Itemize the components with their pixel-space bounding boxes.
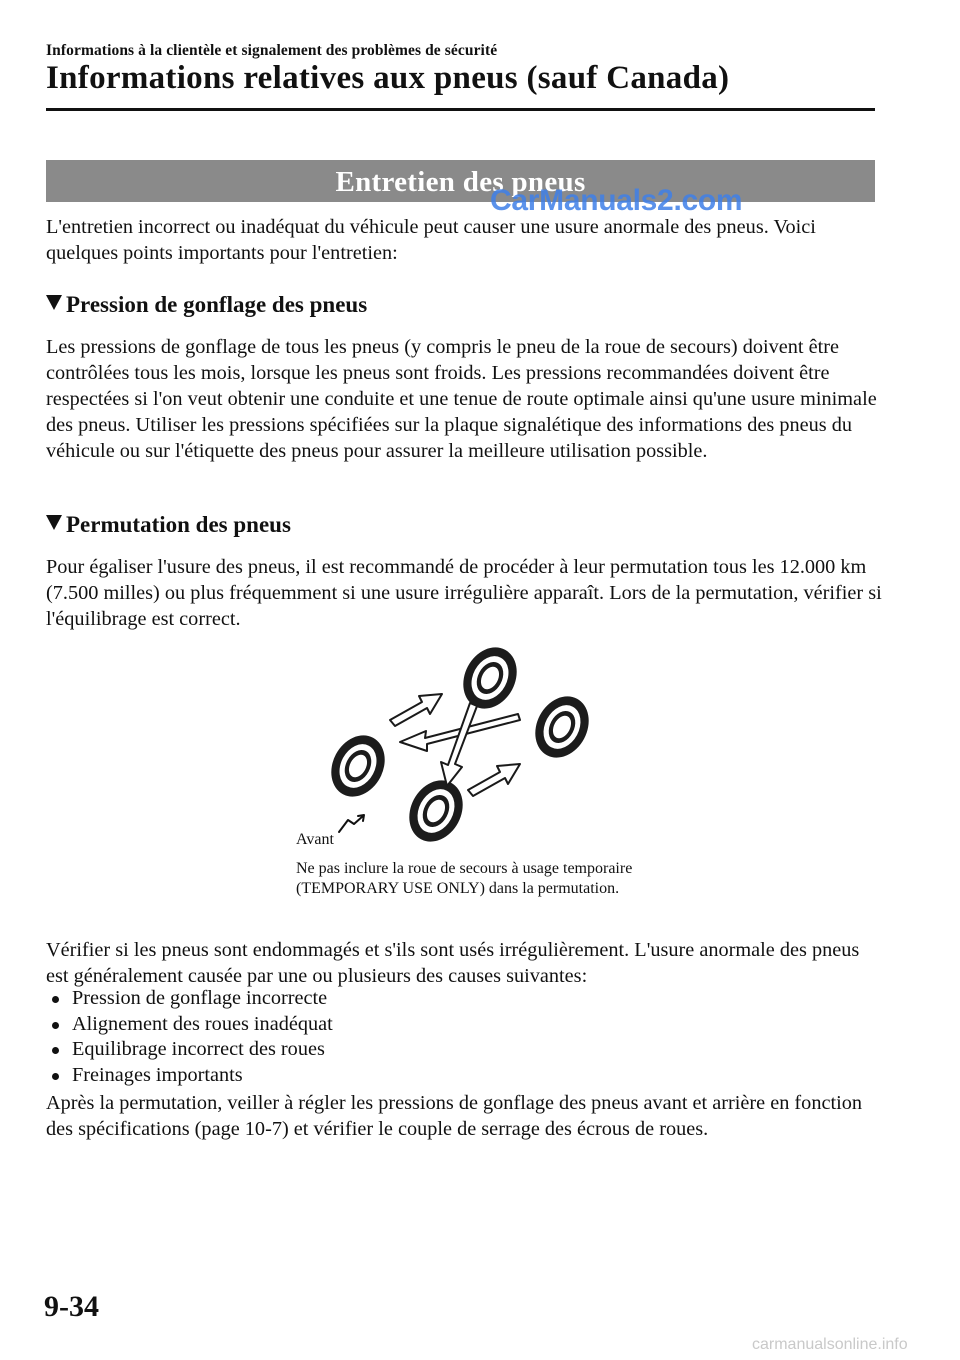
wear-causes-list xyxy=(46,986,333,1088)
tire-front-left-icon xyxy=(321,726,395,806)
figure-note: Ne pas inclure la roue de secours à usage temporaire (TEMPORARY USE ONLY) dans la permutation. xyxy=(296,860,633,897)
list-item xyxy=(46,1037,333,1063)
rotation-heading-text: Permutation des pneus xyxy=(66,512,291,537)
section-title: Informations relatives aux pneus (sauf Canada) xyxy=(46,60,730,96)
tire-rear-left-icon xyxy=(453,640,527,718)
front-direction-icon xyxy=(336,812,372,836)
footer-watermark: carmanualsonline.info xyxy=(752,1336,908,1353)
topic-banner: Entretien des pneus xyxy=(46,160,875,202)
bullet-icon xyxy=(52,1047,59,1054)
tire-rear-right-icon xyxy=(525,687,599,767)
list-item xyxy=(46,1063,333,1089)
pressure-heading-text: Pression de gonflage des pneus xyxy=(66,292,368,317)
watermark: CarManuals2.com xyxy=(490,184,743,217)
after-rotation-paragraph: Après la permutation, veiller à régler les pressions de gonflage des pneus avant et arrière en fonction des spécifications (page 10-7) et vérifier le couple de serrage des écrous de roues. xyxy=(46,1092,863,1140)
title-rule xyxy=(46,108,875,111)
pressure-heading xyxy=(46,292,367,318)
inspection-paragraph: Vérifier si les pneus sont endommagés et s'ils sont usés irrégulièrement. L'usure anormale des pneus est généralement causée par une ou plusieurs des causes suivantes: xyxy=(46,939,860,987)
list-item-text: Freinages importants xyxy=(72,1063,243,1086)
list-item-text: Alignement des roues inadéquat xyxy=(72,1012,333,1035)
intro-paragraph: L'entretien incorrect ou inadéquat du véhicule peut causer une usure anormale des pneus. Voici quelques points importants pour l'entretien: xyxy=(46,216,816,264)
chapter-kicker: Informations à la clientèle et signalement des problèmes de sécurité xyxy=(46,42,498,59)
triangle-marker-icon xyxy=(46,295,62,310)
page-number: 9-34 xyxy=(44,1290,99,1323)
pressure-paragraph: Les pressions de gonflage de tous les pneus (y compris le pneu de la roue de secours) doivent être contrôlées tous les mois, lorsque les pneus sont froids. Les pressions recommandées doivent être respectées si l'on veut obtenir une conduite et une tenue de route optimale ainsi qu'une usure minimale des pneus. Utiliser les pressions spécifiées sur la plaque signalétique des informations des pneus du véhicule ou sur l'étiquette des pneus pour assurer la meilleure utilisation possible. xyxy=(46,336,877,462)
list-item xyxy=(46,986,333,1012)
rotation-heading xyxy=(46,512,291,538)
bullet-icon xyxy=(52,1073,59,1080)
tire-front-right-icon xyxy=(399,771,473,845)
list-item-text: Equilibrage incorrect des roues xyxy=(72,1038,325,1060)
rotation-arrow-icon xyxy=(390,694,520,796)
bullet-icon xyxy=(52,1022,59,1029)
bullet-icon xyxy=(52,996,59,1003)
front-label: Avant xyxy=(296,831,334,848)
rotation-paragraph: Pour égaliser l'usure des pneus, il est recommandé de procéder à leur permutation tous les 12.000 km (7.500 milles) ou plus fréquemment si une usure irrégulière apparaît. Lors de la permutation, vérifier si l'équilibrage est correct. xyxy=(46,556,882,630)
triangle-marker-icon xyxy=(46,515,62,530)
list-item xyxy=(46,1012,333,1038)
list-item-text: Pression de gonflage incorrecte xyxy=(72,987,328,1009)
